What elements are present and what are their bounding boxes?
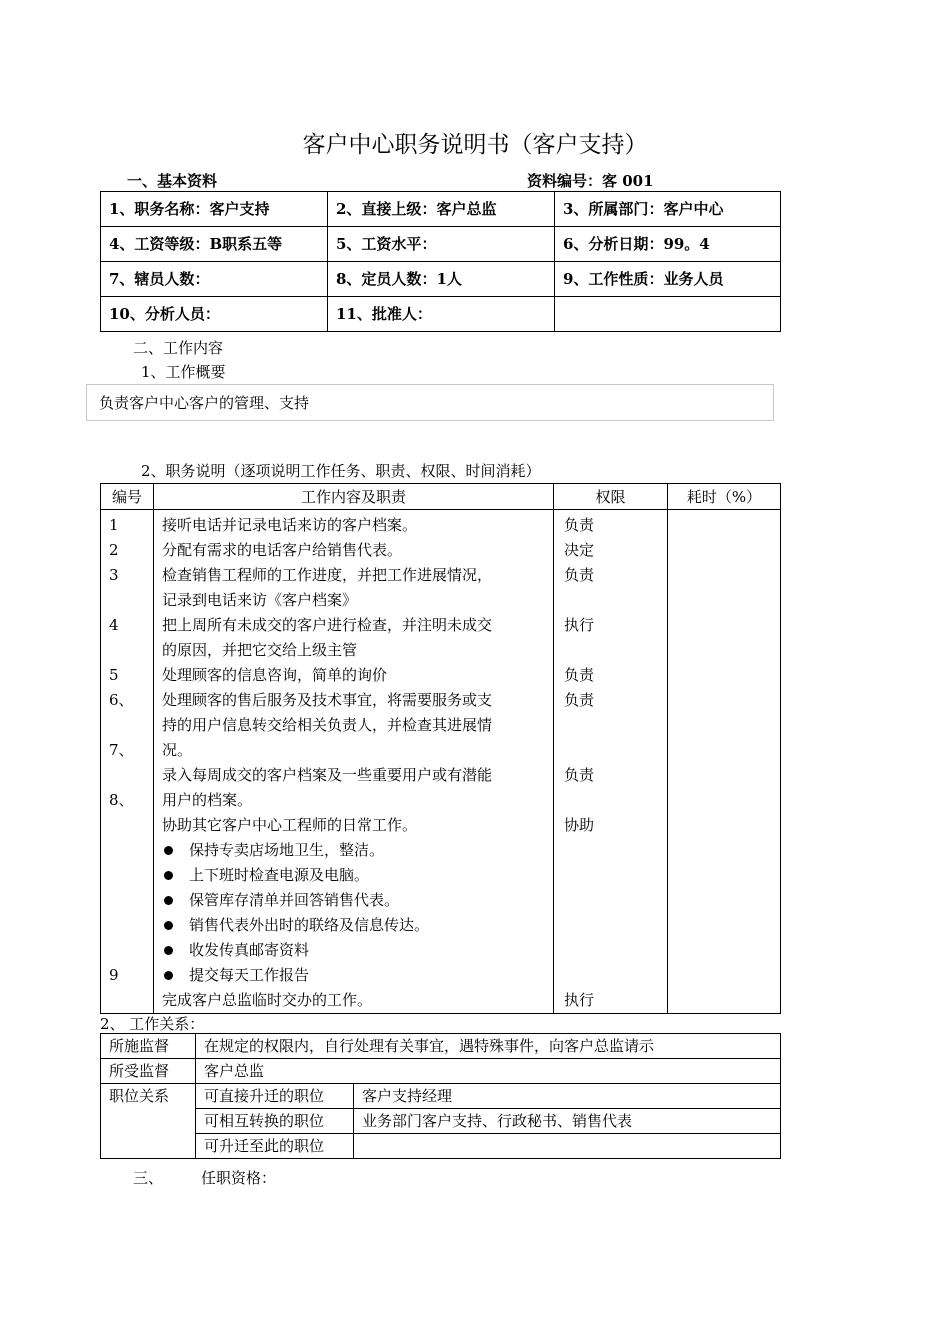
bullet-item: [162, 938, 545, 963]
duty-number: [109, 763, 145, 788]
duty-number: [109, 588, 145, 613]
relation-row: [101, 1084, 781, 1109]
position-value: 客户支持经理: [354, 1084, 781, 1109]
section-basic-heading: 一、基本资料: [127, 172, 218, 190]
salary-grade-cell: 4、工资等级：B职系五等: [101, 227, 328, 262]
position-value: [354, 1134, 781, 1159]
duties-header-row: [101, 484, 781, 510]
duty-number: [109, 938, 145, 963]
duties-body-row: [101, 510, 781, 1014]
content-column: [154, 510, 554, 1014]
bullet-text: 提交每天工作报告: [189, 966, 310, 984]
header-content: 工作内容及职责: [154, 484, 554, 510]
bullet-dot-icon: [164, 846, 173, 855]
duty-line: 录入每周成交的客户档案及一些重要用户或有潜能: [162, 766, 493, 784]
authority-column: [554, 510, 668, 1014]
bullet-item: [162, 838, 545, 863]
analyst-cell: 10、分析人员：: [101, 297, 328, 332]
duty-number: 5: [109, 666, 119, 684]
duty-number: [109, 813, 145, 838]
duty-number: 2: [109, 541, 119, 559]
position-label: 可相互转换的职位: [196, 1109, 354, 1134]
relation-label: 所受监督: [101, 1059, 196, 1084]
relation-row: [101, 1109, 781, 1134]
job-title-cell: 1、职务名称：客户支持: [101, 192, 328, 227]
empty-cell: [555, 297, 781, 332]
authority-value: [564, 913, 659, 938]
duty-line: 检查销售工程师的工作进度，并把工作进展情况，: [162, 566, 493, 584]
authority-value: [564, 888, 659, 913]
relation-label: 职位关系: [101, 1084, 196, 1159]
duty-number: [109, 863, 145, 888]
duty-number: 6、: [109, 691, 134, 709]
duty-line: 况。: [162, 741, 193, 759]
authority-value: [564, 963, 659, 988]
bullet-text: 收发传真邮寄资料: [189, 941, 310, 959]
authority-value: 负责: [564, 691, 595, 709]
duty-number: [109, 838, 145, 863]
authority-value: 执行: [564, 991, 595, 1009]
bullet-text: 保持专卖店场地卫生，整洁。: [189, 841, 385, 859]
department-cell: 3、所属部门：客户中心: [555, 192, 781, 227]
duty-number: [109, 888, 145, 913]
duty-number: 7、: [109, 741, 134, 759]
analysis-date-cell: 6、分析日期：99。4: [555, 227, 781, 262]
duty-line: 持的用户信息转交给相关负责人，并检查其进展情: [162, 716, 493, 734]
bullet-dot-icon: [164, 921, 173, 930]
duty-number: [109, 988, 145, 1013]
relation-value: 在规定的权限内，自行处理有关事宜，遇特殊事件，向客户总监请示: [196, 1034, 781, 1059]
header-authority: 权限: [554, 484, 668, 510]
duty-line: 把上周所有未成交的客户进行检查，并注明未成交: [162, 616, 493, 634]
relation-label: 所施监督: [101, 1034, 196, 1059]
authority-value: [564, 838, 659, 863]
duty-line: 完成客户总监临时交办的工作。: [162, 991, 373, 1009]
duty-line: 用户的档案。: [162, 791, 253, 809]
duty-number: 8、: [109, 791, 134, 809]
document-title: 客户中心职务说明书（客户支持）: [302, 132, 648, 158]
basic-info-table: [100, 191, 781, 332]
duty-line: 处理顾客的信息咨询，简单的询价: [162, 666, 388, 684]
position-label: 可升迁至此的职位: [196, 1134, 354, 1159]
relation-row: [101, 1034, 781, 1059]
bullet-item: [162, 963, 545, 988]
basic-row: [101, 297, 781, 332]
duties-table: [100, 483, 781, 1014]
duty-line: 分配有需求的电话客户给销售代表。: [162, 541, 403, 559]
bullet-dot-icon: [164, 946, 173, 955]
relation-row: [101, 1059, 781, 1084]
authority-value: 决定: [564, 541, 595, 559]
bullet-item: [162, 913, 545, 938]
authority-value: 负责: [564, 516, 595, 534]
position-value: 业务部门客户支持、行政秘书、销售代表: [354, 1109, 781, 1134]
duty-number: 4: [109, 616, 119, 634]
relation-value: 客户总监: [196, 1059, 781, 1084]
authority-value: 负责: [564, 666, 595, 684]
number-column: [101, 510, 154, 1014]
authority-value: [564, 588, 659, 613]
authority-value: 负责: [564, 566, 595, 584]
authority-value: 协助: [564, 816, 595, 834]
relations-table: [100, 1033, 781, 1159]
authority-value: [564, 713, 659, 738]
duty-line: 协助其它客户中心工程师的日常工作。: [162, 816, 418, 834]
bullet-text: 销售代表外出时的联络及信息传达。: [189, 916, 430, 934]
duty-number: 3: [109, 566, 119, 584]
basic-row: [101, 192, 781, 227]
basic-row: [101, 262, 781, 297]
authority-value: [564, 788, 659, 813]
duty-line: 记录到电话来访《客户档案》: [162, 591, 358, 609]
time-column: [668, 510, 781, 1014]
work-summary-box: 负责客户中心客户的管理、支持: [86, 384, 774, 421]
section-qualification-heading: 任职资格：: [201, 1169, 277, 1187]
bullet-dot-icon: [164, 896, 173, 905]
authority-value: [564, 638, 659, 663]
duty-line: 的原因，并把它交给上级主管: [162, 641, 358, 659]
header-time: 耗时（%）: [668, 484, 781, 510]
header-number: 编号: [101, 484, 154, 510]
duties-heading: 2、职务说明（逐项说明工作任务、职责、权限、时间消耗）: [141, 462, 541, 480]
authority-value: [564, 938, 659, 963]
salary-level-cell: 5、工资水平：: [328, 227, 555, 262]
duty-number: 1: [109, 516, 119, 534]
duty-number: [109, 913, 145, 938]
bullet-text: 保管库存清单并回答销售代表。: [189, 891, 400, 909]
bullet-item: [162, 863, 545, 888]
authority-value: [564, 863, 659, 888]
duty-number: [109, 713, 145, 738]
basic-row: [101, 227, 781, 262]
work-summary-heading: 1、工作概要: [141, 363, 226, 381]
doc-number: 资料编号：客 001: [527, 172, 654, 190]
position-label: 可直接升迁的职位: [196, 1084, 354, 1109]
bullet-item: [162, 888, 545, 913]
supervisor-cell: 2、直接上级：客户总监: [328, 192, 555, 227]
duty-number: 9: [109, 966, 119, 984]
work-nature-cell: 9、工作性质：业务人员: [555, 262, 781, 297]
headcount-cell: 8、定员人数：1人: [328, 262, 555, 297]
bullet-dot-icon: [164, 871, 173, 880]
subordinates-cell: 7、辖员人数：: [101, 262, 328, 297]
duty-line: 接听电话并记录电话来访的客户档案。: [162, 516, 418, 534]
duty-number: [109, 638, 145, 663]
duty-line: 处理顾客的售后服务及技术事宜，将需要服务或支: [162, 691, 493, 709]
authority-value: 负责: [564, 766, 595, 784]
section-work-heading: 二、工作内容: [133, 339, 224, 357]
relation-row: [101, 1134, 781, 1159]
authority-value: [564, 738, 659, 763]
relations-heading: 2、 工作关系：: [100, 1015, 205, 1033]
bullet-text: 上下班时检查电源及电脑。: [189, 866, 370, 884]
bullet-dot-icon: [164, 971, 173, 980]
approver-cell: 11、批准人：: [328, 297, 555, 332]
section-qualification-number: 三、: [133, 1169, 164, 1187]
authority-value: 执行: [564, 616, 595, 634]
